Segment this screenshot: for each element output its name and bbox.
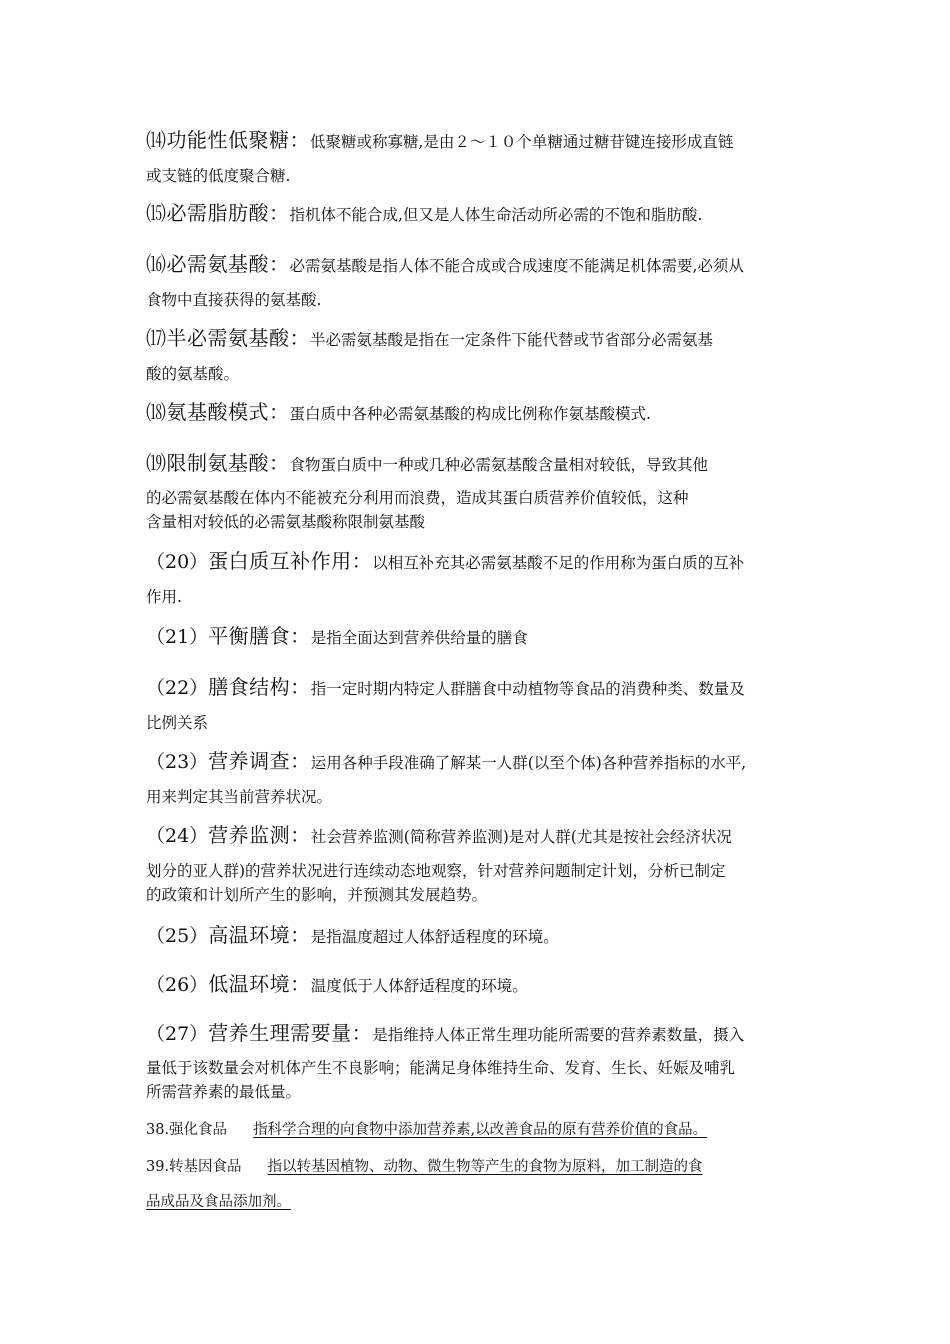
entry-number: ⒁ [146,128,167,152]
entry-term: 限制氨基酸： [166,451,290,475]
definition-entry [146,328,810,384]
entry-term: 膳食结构： [208,675,311,699]
entry-term: 半必需氨基酸： [166,326,310,350]
entry-definition: 是指维持人体正常生理功能所需要的营养素数量，摄入 [372,1026,745,1044]
entry-term: 功能性低聚糖： [166,128,310,152]
definition-entry [146,130,810,186]
entry-definition-continued: 用来判定其当前营养状况。 [146,788,333,806]
entry-definition: 蛋白质中各种必需氨基酸的构成比例称作氨基酸模式. [289,405,651,423]
definition-entry [146,1023,810,1102]
definition-entry [146,453,810,532]
entry-definition-continued: 作用. [146,588,182,606]
entry-definition-continued: 酸的氨基酸。 [146,365,240,383]
entry-term: 氨基酸模式： [166,400,290,424]
entry-definition: 指以转基因植物、动物、微生物等产生的食物为原料，加工制造的食 [267,1159,703,1175]
entry-definition-continued: 所需营养素的最低量。 [146,1083,302,1101]
entry-definition: 温度低于人体舒适程度的环境。 [310,977,528,995]
definition-entry [146,203,810,227]
entry-definition: 是指全面达到营养供给量的膳食 [310,629,528,647]
entry-definition-continued: 食物中直接获得的氨基酸. [146,291,322,309]
definition-entry [146,1120,810,1140]
entry-label: 39.转基因食品 [146,1159,242,1175]
entry-definition: 必需氨基酸是指人体不能合成或合成速度不能满足机体需要,必须从 [289,257,744,275]
entry-number: ⒄ [146,326,167,350]
entry-definition-continued: 含量相对较低的必需氨基酸称限制氨基酸 [146,513,426,531]
entry-definition: 以相互补充其必需氨基酸不足的作用称为蛋白质的互补 [372,554,745,572]
entry-definition: 指机体不能合成,但又是人体生命活动所必需的不饱和脂肪酸. [289,206,703,224]
entry-number: （25） [146,925,209,947]
entry-definition: 运用各种手段准确了解某一人群(以至个体)各种营养指标的水平, [310,754,747,772]
entry-number: （20） [146,551,209,573]
definition-entry [146,751,810,807]
entry-definition-continued: 划分的亚人群)的营养状况进行连续动态地观察，针对营养问题制定计划，分析已制定 [146,862,726,880]
entry-definition: 指一定时期内特定人群膳食中动植物等食品的消费种类、数量及 [310,680,745,698]
entry-number: （21） [146,626,209,648]
entry-label: 38.强化食品 [146,1122,228,1138]
entry-number: （26） [146,974,209,996]
definition-entry [146,925,810,949]
entry-term: 高温环境： [208,923,311,947]
entry-definition: 半必需氨基酸是指在一定条件下能代替或节省部分必需氨基 [310,331,714,349]
entry-number: ⒅ [146,400,167,424]
entry-term: 营养监测： [208,823,311,847]
entry-definition: 食物蛋白质中一种或几种必需氨基酸含量相对较低，导致其他 [289,456,709,474]
entry-definition-continued: 的必需氨基酸在体内不能被充分利用而浪费，造成其蛋白质营养价值较低，这种 [146,489,689,507]
entry-number: ⒃ [146,252,167,276]
definition-entry [146,825,810,905]
entry-number: ⒂ [146,201,167,225]
entry-definition-continued: 的政策和计划所产生的影响，并预测其发展趋势。 [146,886,488,904]
entry-term: 蛋白质互补作用： [208,549,373,573]
entry-definition-continued: 比例关系 [146,714,209,732]
entry-term: 营养调查： [208,749,311,773]
entry-definition: 是指温度超过人体舒适程度的环境。 [310,928,559,946]
entry-definition: 指科学合理的向食物中添加营养素,以改善食品的原有营养价值的食品。 [253,1122,708,1138]
definition-entry [146,1157,810,1212]
entry-term: 营养生理需要量： [208,1021,373,1045]
entry-number: （24） [146,825,209,847]
entry-definition-continued: 或支链的低度聚合糖. [146,167,291,185]
definition-entry [146,551,810,607]
entry-number: （22） [146,677,209,699]
entry-number: ⒆ [146,451,167,475]
entry-number: （27） [146,1023,209,1045]
entry-definition-continued: 量低于该数量会对机体产生不良影响；能满足身体维持生命、发育、生长、妊娠及哺乳 [146,1059,736,1077]
entry-term: 必需氨基酸： [166,252,290,276]
definition-entry [146,677,810,733]
definition-entry [146,402,810,426]
entry-term: 平衡膳食： [208,624,311,648]
entry-term: 必需脂肪酸： [166,201,290,225]
definition-entry [146,626,810,650]
definition-entry [146,974,810,998]
entry-number: （23） [146,751,209,773]
entry-definition: 社会营养监测(简称营养监测)是对人群(尤其是按社会经济状况 [310,828,732,846]
entry-definition-continued: 品成品及食品添加剂。 [146,1194,291,1210]
entry-definition: 低聚糖或称寡糖,是由２～１０个单糖通过糖苷键连接形成直链 [310,133,734,151]
definition-entry [146,254,810,310]
entry-term: 低温环境： [208,972,311,996]
